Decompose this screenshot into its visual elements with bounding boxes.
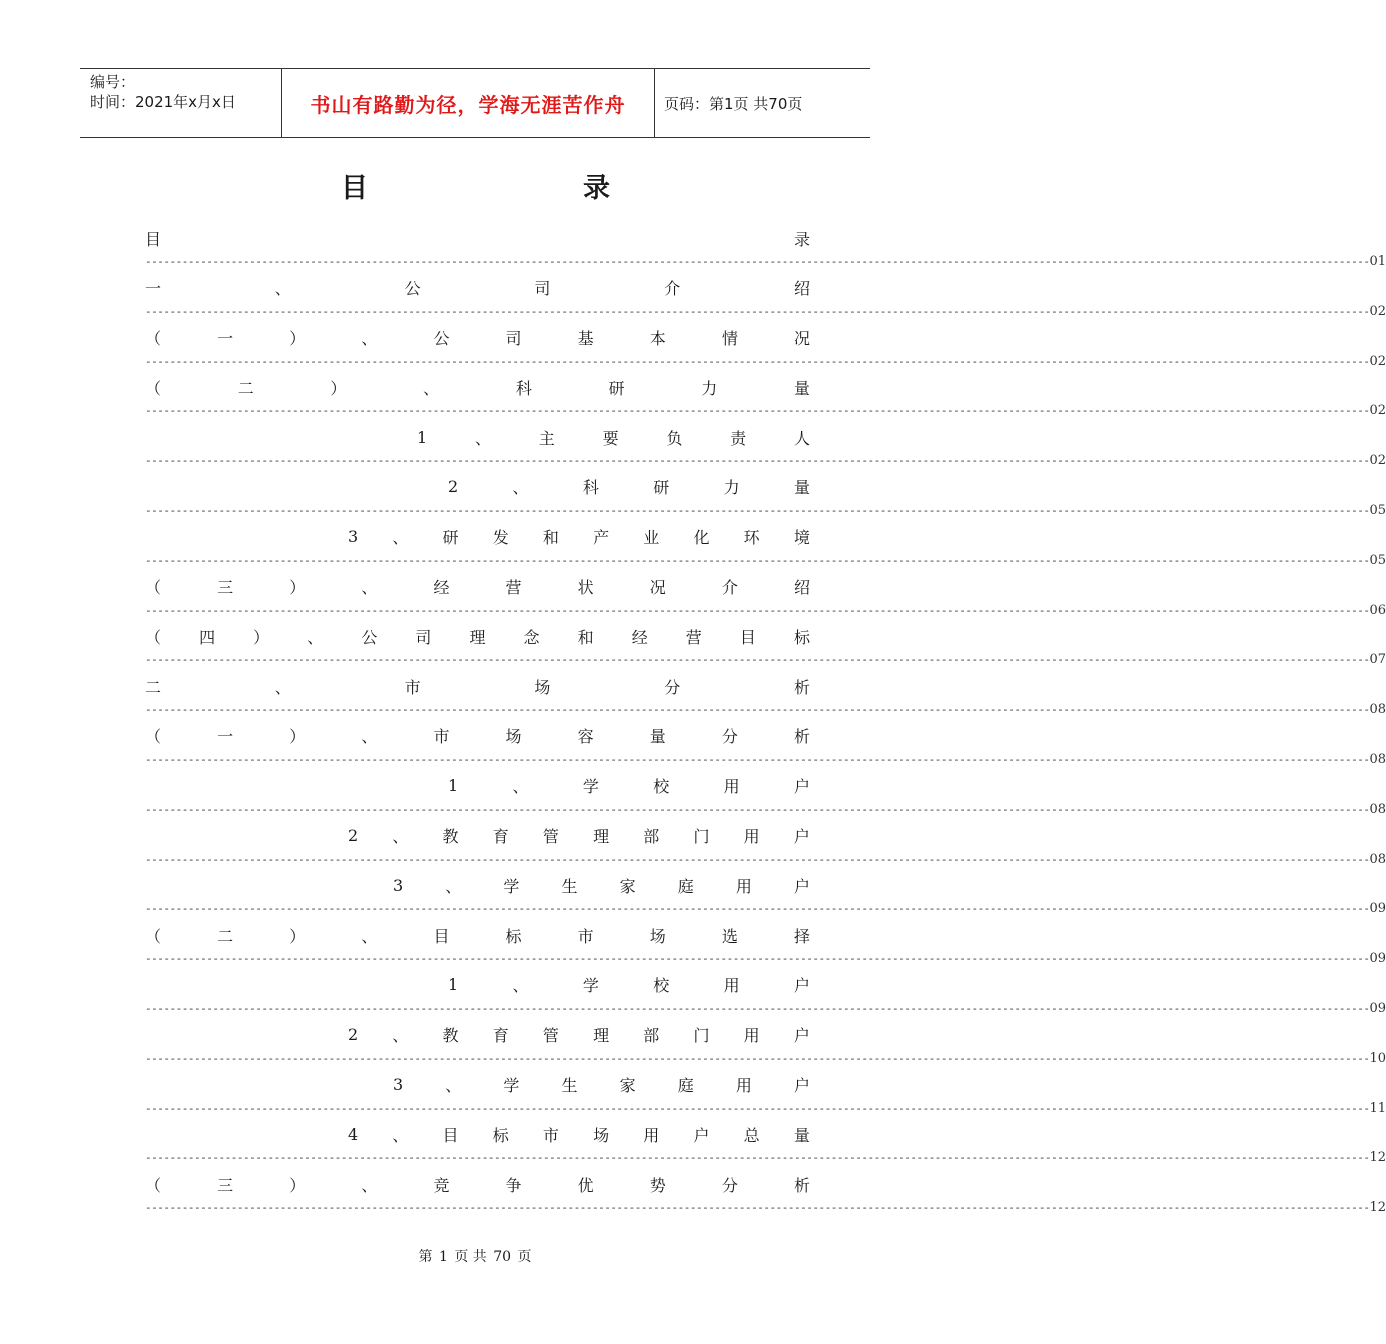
toc-entry-title [145, 375, 810, 399]
toc-entry-title [145, 226, 810, 250]
toc-entry-char: 、 [512, 976, 529, 996]
toc-leader-dashes: -------------------------------------------------------------------------------------------------------------------------------------------------------------------------------------------------------- [145, 902, 1370, 916]
toc-entry-char: 3 [348, 527, 359, 547]
toc-leader-dashes: -------------------------------------------------------------------------------------------------------------------------------------------------------------------------------------------------------- [145, 1101, 1370, 1115]
toc-entry-char: 公 [433, 329, 450, 349]
toc-page-number: 11 [1369, 1100, 1386, 1116]
toc-entry-char: 目 [433, 926, 450, 946]
toc-entry [145, 326, 1386, 376]
toc-entry-char: 、 [361, 727, 378, 747]
toc-entry-char: 业 [643, 528, 660, 548]
toc-entry-char: 二 [237, 378, 254, 398]
toc-entry-char: 学 [503, 1076, 520, 1096]
toc-entry-char: 育 [492, 827, 509, 847]
toc-entry-char: 市 [433, 727, 450, 747]
header-page-info: 页码：第1页 共70页 [664, 94, 803, 113]
footer-suffix: 页 [517, 1249, 532, 1265]
toc-entry-char: 场 [593, 1125, 610, 1145]
toc-page-number: 08 [1369, 801, 1386, 817]
toc-entry-title [145, 575, 810, 599]
toc-leader [145, 1050, 1386, 1068]
toc-entry-char: 、 [361, 926, 378, 946]
toc-entry-title [145, 326, 810, 350]
toc-page-number: 01 [1369, 254, 1386, 269]
table-of-contents [145, 226, 1386, 1222]
toc-entry-char: 研 [653, 478, 670, 498]
toc-page-number: 02 [1369, 453, 1386, 469]
document-header [80, 68, 870, 138]
toc-leader [145, 651, 1386, 669]
toc-entry [145, 375, 1386, 425]
toc-entry-title [145, 624, 810, 648]
toc-entry-char: 管 [542, 827, 559, 847]
toc-entry-char: 市 [404, 677, 421, 697]
toc-entry-char: 用 [643, 1125, 660, 1145]
toc-entry-title [145, 724, 810, 748]
toc-entry-char: 用 [723, 976, 740, 996]
toc-entry-char: 、 [392, 1026, 409, 1046]
toc-page-number: 08 [1369, 702, 1386, 718]
toc-entry-char: 境 [793, 528, 810, 548]
toc-leader-dashes: -------------------------------------------------------------------------------------------------------------------------------------------------------------------------------------------------------- [145, 255, 1370, 268]
toc-entry-char: 2 [348, 1025, 359, 1045]
toc-leader-dashes: -------------------------------------------------------------------------------------------------------------------------------------------------------------------------------------------------------- [145, 454, 1370, 468]
toc-entry-char: 绍 [793, 578, 810, 598]
toc-entry [145, 1122, 1386, 1172]
toc-entry-title [348, 525, 810, 549]
toc-entry-char: 化 [693, 528, 710, 548]
toc-entry-char: 司 [505, 329, 522, 349]
toc-entry-char: 主 [538, 428, 555, 448]
toc-entry-char: 量 [793, 1125, 810, 1145]
toc-entry-char: 容 [577, 727, 594, 747]
toc-entry [145, 525, 1386, 575]
toc-entry-char: 目 [739, 627, 756, 647]
toc-entry-char: ） [330, 378, 347, 398]
toc-entry-char: 产 [593, 528, 610, 548]
toc-entry-char: 家 [619, 1076, 636, 1096]
toc-entry-char: 用 [743, 1026, 760, 1046]
toc-entry-title [393, 873, 810, 897]
toc-leader [145, 1000, 1386, 1018]
toc-entry-char: 一 [217, 727, 234, 747]
toc-entry-char: 势 [649, 1175, 666, 1195]
toc-leader-dashes: -------------------------------------------------------------------------------------------------------------------------------------------------------------------------------------------------------- [145, 752, 1370, 766]
toc-entry [145, 824, 1386, 874]
toc-entry-title [348, 1023, 810, 1047]
toc-entry-char: 市 [542, 1125, 559, 1145]
toc-entry-char: 户 [793, 976, 810, 996]
toc-leader-dashes: -------------------------------------------------------------------------------------------------------------------------------------------------------------------------------------------------------- [145, 553, 1370, 567]
toc-leader-dashes: -------------------------------------------------------------------------------------------------------------------------------------------------------------------------------------------------------- [145, 503, 1370, 517]
toc-page-number: 09 [1369, 1000, 1386, 1016]
toc-entry-char: 绍 [793, 279, 810, 299]
toc-leader-dashes: -------------------------------------------------------------------------------------------------------------------------------------------------------------------------------------------------------- [145, 703, 1370, 717]
toc-entry-char: 分 [721, 1175, 738, 1195]
toc-entry-char: 念 [523, 627, 540, 647]
toc-page-number: 05 [1369, 502, 1386, 518]
toc-entry-char: 学 [503, 876, 520, 896]
toc-entry-char: 校 [653, 976, 670, 996]
toc-entry-char: 公 [361, 627, 378, 647]
toc-entry-char: 公 [404, 279, 421, 299]
toc-entry-char: 、 [423, 378, 440, 398]
toc-leader-dashes: -------------------------------------------------------------------------------------------------------------------------------------------------------------------------------------------------------- [145, 404, 1370, 418]
toc-entry-char: 1 [448, 776, 459, 796]
toc-entry-char: ） [289, 329, 306, 349]
toc-entry [145, 774, 1386, 824]
toc-entry-char: 和 [577, 627, 594, 647]
toc-entry-char: 况 [793, 329, 810, 349]
toc-entry-char: 市 [577, 926, 594, 946]
toc-entry-char: 、 [361, 1175, 378, 1195]
toc-entry-char: 、 [392, 528, 409, 548]
toc-leader [145, 253, 1386, 271]
toc-entry-char: 环 [743, 528, 760, 548]
document-time-label: 时间：2021年x月x日 [90, 93, 236, 111]
toc-entry-char: 2 [348, 826, 359, 846]
toc-entry [145, 724, 1386, 774]
toc-entry-char: 争 [505, 1175, 522, 1195]
toc-entry-char: 三 [217, 1175, 234, 1195]
toc-entry-char: 人 [793, 428, 810, 448]
toc-entry-char: 2 [448, 477, 459, 497]
toc-entry-char: 目 [442, 1125, 459, 1145]
toc-leader [145, 502, 1386, 520]
toc-entry-title [348, 824, 810, 848]
toc-entry-char: 析 [793, 677, 810, 697]
toc-entry-title [448, 475, 810, 499]
toc-entry-char: 户 [793, 827, 810, 847]
toc-entry-char: 理 [593, 1026, 610, 1046]
toc-entry-char: 一 [217, 329, 234, 349]
toc-entry-char: 、 [361, 578, 378, 598]
toc-page-number: 02 [1369, 303, 1386, 319]
toc-entry-char: 3 [393, 875, 404, 895]
header-meta-cell [80, 69, 280, 137]
toc-entry-char: ） [253, 627, 270, 647]
toc-entry-char: 介 [721, 578, 738, 598]
toc-entry-char: 、 [512, 777, 529, 797]
toc-entry-char: 用 [735, 1076, 752, 1096]
toc-entry-char: （ [145, 727, 162, 747]
toc-leader-dashes: -------------------------------------------------------------------------------------------------------------------------------------------------------------------------------------------------------- [145, 653, 1370, 667]
toc-entry-char: 、 [392, 1125, 409, 1145]
toc-entry-char: 负 [666, 428, 683, 448]
toc-entry-char: 门 [693, 1026, 710, 1046]
toc-entry [145, 873, 1386, 923]
toc-entry-char: 、 [445, 876, 462, 896]
toc-leader-dashes: -------------------------------------------------------------------------------------------------------------------------------------------------------------------------------------------------------- [145, 1001, 1370, 1015]
toc-entry-char: 营 [685, 627, 702, 647]
toc-entry-char: 、 [474, 428, 491, 448]
toc-entry-title [393, 1073, 810, 1097]
toc-entry-char: 状 [577, 578, 594, 598]
toc-entry-char: 二 [217, 926, 234, 946]
toc-leader [145, 552, 1386, 570]
toc-entry-char: 二 [145, 677, 162, 697]
toc-entry-char: 科 [582, 478, 599, 498]
toc-entry-char: 管 [542, 1026, 559, 1046]
toc-page-number: 08 [1369, 851, 1386, 867]
toc-entry-title [348, 1122, 810, 1146]
toc-entry-char: 4 [348, 1124, 359, 1144]
toc-entry-char: 户 [793, 876, 810, 896]
toc-entry-title [417, 425, 810, 449]
toc-entry [145, 425, 1386, 475]
toc-leader-dashes: -------------------------------------------------------------------------------------------------------------------------------------------------------------------------------------------------------- [145, 952, 1370, 966]
toc-entry-char: 户 [693, 1125, 710, 1145]
toc-entry-char: 营 [505, 578, 522, 598]
toc-entry-char: 用 [743, 827, 760, 847]
toc-page-number: 08 [1369, 751, 1386, 767]
toc-leader [145, 851, 1386, 869]
toc-entry-char: 析 [793, 727, 810, 747]
toc-entry-char: 、 [307, 627, 324, 647]
toc-entry-char: 科 [515, 378, 532, 398]
toc-entry-char: 、 [512, 478, 529, 498]
toc-page-number: 07 [1369, 652, 1386, 668]
toc-entry-char: 户 [793, 777, 810, 797]
toc-entry-char: 力 [701, 378, 718, 398]
toc-entry-char: 量 [793, 478, 810, 498]
toc-entry-char: 教 [442, 1026, 459, 1046]
toc-page-number: 02 [1369, 353, 1386, 369]
toc-entry-char: 四 [199, 627, 216, 647]
toc-entry-char: 学 [582, 976, 599, 996]
toc-entry-title [145, 1172, 810, 1196]
toc-entry-char: 部 [643, 827, 660, 847]
toc-leader [145, 602, 1386, 620]
toc-leader [145, 1199, 1386, 1217]
toc-entry-title [448, 774, 810, 798]
toc-leader [145, 900, 1386, 918]
toc-entry-char: 量 [649, 727, 666, 747]
toc-entry-char: 情 [721, 329, 738, 349]
toc-entry [145, 475, 1386, 525]
toc-page-number: 12 [1369, 1200, 1386, 1216]
toc-entry-title [145, 276, 810, 300]
toc-page-number: 05 [1369, 552, 1386, 568]
toc-page-number: 12 [1369, 1150, 1386, 1166]
toc-leader-dashes: -------------------------------------------------------------------------------------------------------------------------------------------------------------------------------------------------------- [145, 1051, 1370, 1065]
toc-entry-char: 标 [505, 926, 522, 946]
toc-entry-char: 场 [534, 677, 551, 697]
toc-entry-char: 竞 [433, 1175, 450, 1195]
toc-entry-char: 介 [664, 279, 681, 299]
toc-leader [145, 1100, 1386, 1118]
toc-entry-char: 1 [417, 427, 428, 447]
toc-entry-title [145, 674, 810, 698]
document-number-label: 编号： [90, 73, 136, 91]
toc-entry-char: 录 [793, 229, 810, 249]
toc-entry-char: 司 [415, 627, 432, 647]
footer-page-number: 1 [438, 1249, 448, 1265]
toc-entry-char: 析 [793, 1175, 810, 1195]
toc-leader [145, 452, 1386, 470]
toc-entry-char: （ [145, 1175, 162, 1195]
toc-entry-char: 、 [392, 827, 409, 847]
page-footer [0, 1246, 950, 1266]
toc-entry-char: 基 [577, 329, 594, 349]
toc-entry [145, 674, 1386, 724]
toc-leader [145, 950, 1386, 968]
toc-entry-char: 和 [542, 528, 559, 548]
toc-leader-dashes: -------------------------------------------------------------------------------------------------------------------------------------------------------------------------------------------------------- [145, 802, 1370, 816]
toc-entry-char: 经 [433, 578, 450, 598]
toc-entry-char: 要 [602, 428, 619, 448]
toc-entry-char: 理 [469, 627, 486, 647]
toc-entry-char: 生 [561, 876, 578, 896]
toc-entry-char: 、 [361, 329, 378, 349]
toc-entry-char: 研 [442, 528, 459, 548]
toc-leader-dashes: -------------------------------------------------------------------------------------------------------------------------------------------------------------------------------------------------------- [145, 852, 1370, 866]
toc-entry-char: 、 [445, 1076, 462, 1096]
header-motto: 书山有路勤为径，学海无涯苦作舟 [281, 69, 655, 137]
toc-entry-char: 用 [735, 876, 752, 896]
toc-entry-char: 门 [693, 827, 710, 847]
toc-entry-char: （ [145, 926, 162, 946]
toc-entry [145, 1073, 1386, 1123]
toc-entry-char: 庭 [677, 1076, 694, 1096]
toc-page-number: 06 [1369, 602, 1386, 618]
page-title-char-1: 目 [341, 173, 368, 204]
toc-entry-char: 教 [442, 827, 459, 847]
toc-entry-char: ） [289, 727, 306, 747]
toc-leader-dashes: -------------------------------------------------------------------------------------------------------------------------------------------------------------------------------------------------------- [145, 1151, 1370, 1165]
toc-entry [145, 575, 1386, 625]
toc-entry-char: 三 [217, 578, 234, 598]
toc-page-number: 09 [1369, 951, 1386, 967]
toc-entry-char: 校 [653, 777, 670, 797]
toc-entry-char: 分 [664, 677, 681, 697]
toc-entry-char: 司 [534, 279, 551, 299]
toc-entry-char: 用 [723, 777, 740, 797]
toc-leader [145, 402, 1386, 420]
toc-entry-char: 家 [619, 876, 636, 896]
toc-entry-char: 理 [593, 827, 610, 847]
toc-leader-dashes: -------------------------------------------------------------------------------------------------------------------------------------------------------------------------------------------------------- [145, 1201, 1370, 1215]
toc-entry-char: 场 [505, 727, 522, 747]
toc-leader [145, 751, 1386, 769]
toc-entry-char: 1 [448, 975, 459, 995]
toc-entry-char: 力 [723, 478, 740, 498]
toc-entry-title [448, 973, 810, 997]
toc-entry-char: 标 [793, 627, 810, 647]
toc-entry [145, 1023, 1386, 1073]
toc-leader [145, 353, 1386, 371]
toc-entry [145, 973, 1386, 1023]
toc-entry-char: 学 [582, 777, 599, 797]
footer-total-pages: 70 [493, 1249, 512, 1265]
toc-entry-char: 户 [793, 1026, 810, 1046]
toc-entry-char: （ [145, 627, 162, 647]
toc-page-number: 02 [1369, 403, 1386, 419]
toc-entry-char: 生 [561, 1076, 578, 1096]
toc-entry-char: 部 [643, 1026, 660, 1046]
toc-entry-char: （ [145, 329, 162, 349]
toc-entry-char: 庭 [677, 876, 694, 896]
toc-entry-char: 户 [793, 1076, 810, 1096]
footer-mid: 页 共 [454, 1249, 487, 1265]
toc-entry-char: 经 [631, 627, 648, 647]
toc-entry-title [145, 923, 810, 947]
toc-leader-dashes: -------------------------------------------------------------------------------------------------------------------------------------------------------------------------------------------------------- [145, 304, 1370, 318]
toc-entry-char: 标 [492, 1125, 509, 1145]
toc-leader [145, 801, 1386, 819]
toc-page-number: 09 [1369, 901, 1386, 917]
toc-page-number: 10 [1369, 1050, 1386, 1066]
footer-prefix: 第 [418, 1249, 433, 1265]
toc-entry [145, 226, 1386, 276]
toc-entry-char: 一 [145, 279, 162, 299]
toc-entry [145, 276, 1386, 326]
toc-entry [145, 923, 1386, 973]
toc-entry-char: （ [145, 578, 162, 598]
page-title-char-2: 录 [583, 173, 610, 204]
toc-leader [145, 303, 1386, 321]
toc-entry-char: 责 [730, 428, 747, 448]
page-title [0, 166, 950, 206]
toc-entry-char: 研 [608, 378, 625, 398]
toc-entry-char: 况 [649, 578, 666, 598]
toc-entry [145, 1172, 1386, 1222]
toc-leader [145, 1149, 1386, 1167]
toc-entry-char: 选 [721, 926, 738, 946]
toc-entry-char: ） [289, 1175, 306, 1195]
toc-entry-char: 本 [649, 329, 666, 349]
toc-entry-char: （ [145, 378, 162, 398]
toc-entry-char: 、 [274, 677, 291, 697]
toc-entry-char: 优 [577, 1175, 594, 1195]
toc-entry-char: ） [289, 578, 306, 598]
toc-leader [145, 701, 1386, 719]
toc-entry-char: 、 [274, 279, 291, 299]
toc-leader-dashes: -------------------------------------------------------------------------------------------------------------------------------------------------------------------------------------------------------- [145, 354, 1370, 368]
toc-entry-char: 发 [492, 528, 509, 548]
toc-entry-char: ） [289, 926, 306, 946]
toc-leader-dashes: -------------------------------------------------------------------------------------------------------------------------------------------------------------------------------------------------------- [145, 603, 1370, 617]
toc-entry-char: 场 [649, 926, 666, 946]
toc-entry-char: 择 [793, 926, 810, 946]
toc-entry-char: 分 [721, 727, 738, 747]
toc-entry-char: 量 [793, 378, 810, 398]
toc-entry-char: 3 [393, 1075, 404, 1095]
toc-entry-char: 育 [492, 1026, 509, 1046]
toc-entry [145, 624, 1386, 674]
toc-entry-char: 目 [145, 229, 162, 249]
toc-entry-char: 总 [743, 1125, 760, 1145]
